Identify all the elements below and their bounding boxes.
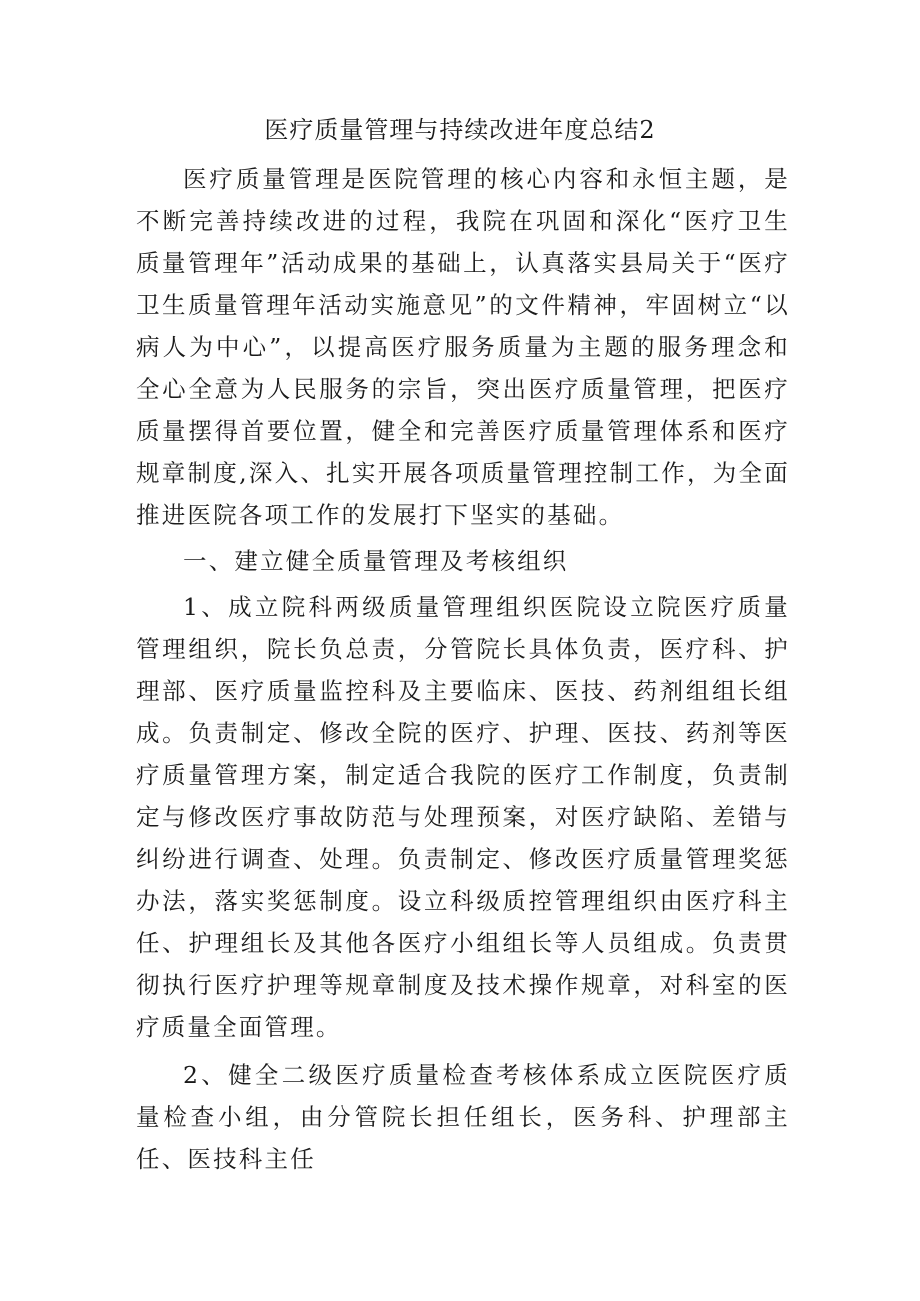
document-body: [136, 158, 790, 1180]
paragraph-item-1: 1、成立院科两级质量管理组织医院设立院医疗质量管理组织，院长负总责，分管院长具体负责，医疗科、护理部、医疗质量监控科及主要临床、医技、药剂组组长组成。负责制定、修改全院的医疗、护理、医技、药剂等医疗质量管理方案，制定适合我院的医疗工作制度，负责制定与修改医疗事故防范与处理预案，对医疗缺陷、差错与纠纷进行调查、处理。负责制定、修改医疗质量管理奖惩办法，落实奖惩制度。设立科级质控管理组织由医疗科主任、护理组长及其他各医疗小组组长等人员组成。负责贯彻执行医疗护理等规章制度及技术操作规章，对科室的医疗质量全面管理。: [136, 593, 790, 1041]
section-heading-1: 一、建立健全质量管理及考核组织: [183, 547, 569, 575]
intro-paragraph: 医疗质量管理是医院管理的核心内容和永恒主题，是不断完善持续改进的过程，我院在巩固和深化“医疗卫生质量管理年”活动成果的基础上，认真落实县局关于“医疗卫生质量管理年活动实施意见”的文件精神，牢固树立“以病人为中心”，以提高医疗服务质量为主题的服务理念和全心全意为人民服务的宗旨，突出医疗质量管理，把医疗质量摆得首要位置，健全和完善医疗质量管理体系和医疗规章制度,深入、扎实开展各项质量管理控制工作，为全面推进医院各项工作的发展打下坚实的基础。: [136, 165, 790, 529]
document-title: 医疗质量管理与持续改进年度总结2: [264, 116, 656, 144]
paragraph-item-2: 2、健全二级医疗质量检查考核体系成立医院医疗质量检查小组，由分管院长担任组长，医务科、护理部主任、医技科主任: [136, 1061, 790, 1173]
